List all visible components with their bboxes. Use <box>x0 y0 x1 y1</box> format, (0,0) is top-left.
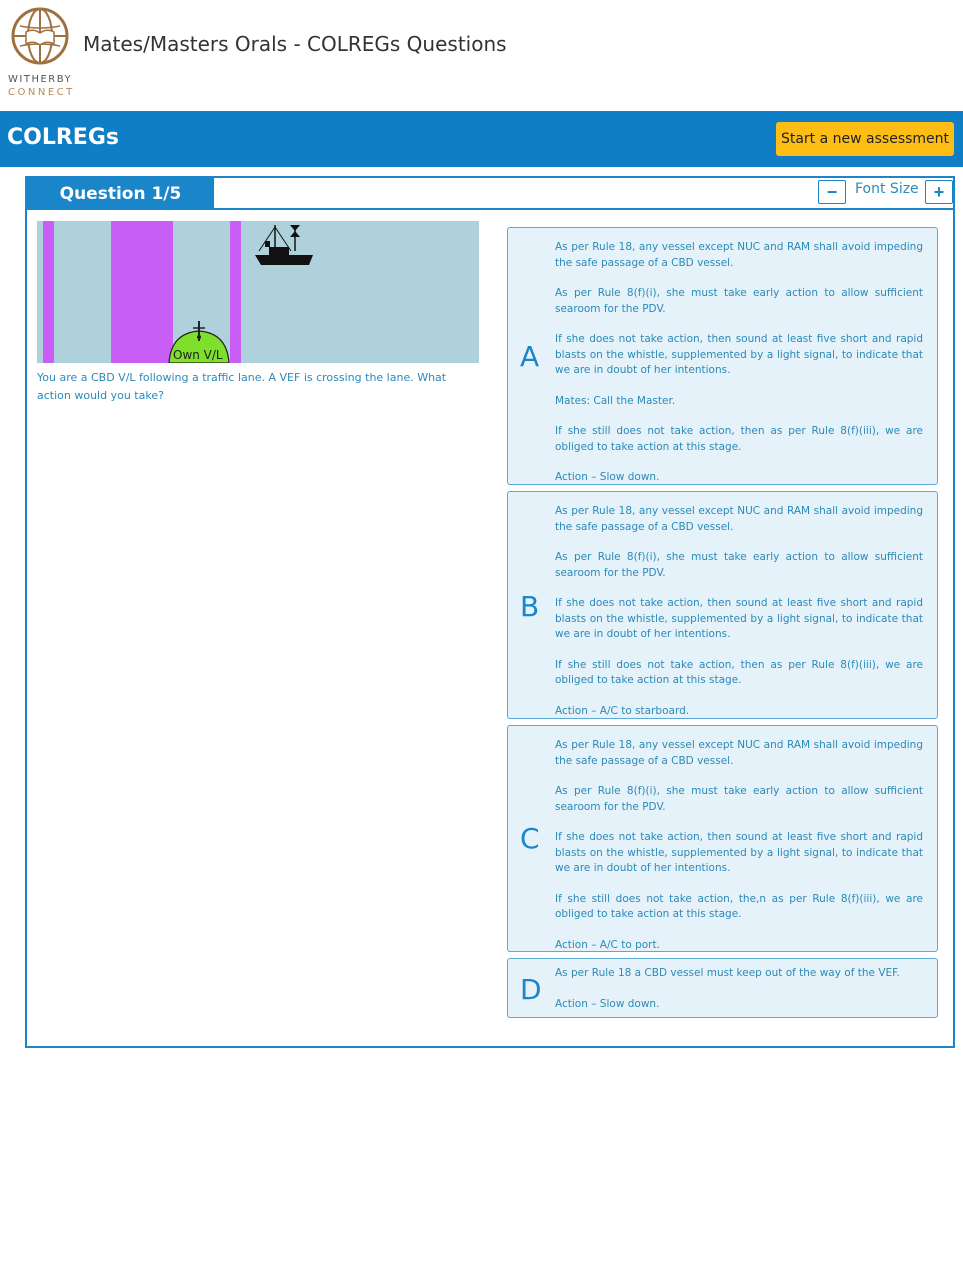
tab-divider <box>214 208 953 210</box>
globe-book-icon <box>10 6 70 68</box>
font-size-increase-button[interactable]: + <box>925 180 953 204</box>
answer-paragraph: If she does not take action, then sound at least five short and rapid blasts on the whistle, supplemented by a light signal, to indicate that we are in doubt of her intentions. <box>555 831 923 874</box>
answer-letter: A <box>520 340 540 373</box>
answer-paragraph: As per Rule 18, any vessel except NUC and RAM shall avoid impeding the safe passage of a CBD vessel. <box>555 739 923 767</box>
answer-paragraph: Action – A/C to port. <box>555 938 660 951</box>
answer-body <box>555 738 923 953</box>
start-new-assessment-button[interactable]: Start a new assessment <box>776 122 954 156</box>
font-size-label: Font Size <box>855 181 919 197</box>
own-vessel-label: Own V/L <box>173 348 223 362</box>
answer-paragraph: Action – A/C to starboard. <box>555 704 690 717</box>
section-title: COLREGs <box>7 125 119 150</box>
answer-paragraph: If she still does not take action, the,n as per Rule 8(f)(iii), we are obliged to take action at this stage. <box>555 892 923 920</box>
answer-paragraph: Action – Slow down. <box>555 997 660 1010</box>
answer-option-b[interactable] <box>507 491 938 719</box>
scenario-illustration <box>37 221 479 363</box>
top-header <box>0 0 963 110</box>
answer-body <box>555 240 923 486</box>
question-tab: Question 1/5 <box>27 178 214 210</box>
answer-paragraph: If she still does not take action, then as per Rule 8(f)(iii), we are obliged to take action at this stage. <box>555 658 923 686</box>
font-size-decrease-button[interactable]: − <box>818 180 846 204</box>
answer-paragraph: As per Rule 18 a CBD vessel must keep out of the way of the VEF. <box>555 967 900 979</box>
fishing-vessel-icon <box>255 225 313 265</box>
answer-paragraph: As per Rule 18, any vessel except NUC and RAM shall avoid impeding the safe passage of a CBD vessel. <box>555 241 923 269</box>
answer-option-a[interactable] <box>507 227 938 485</box>
answer-paragraph: As per Rule 8(f)(i), she must take early action to allow sufficient searoom for the PDV. <box>555 551 923 579</box>
answer-paragraph: As per Rule 18, any vessel except NUC and RAM shall avoid impeding the safe passage of a CBD vessel. <box>555 505 923 533</box>
answer-option-d[interactable] <box>507 958 938 1018</box>
question-text: You are a CBD V/L following a traffic lane. A VEF is crossing the lane. What action would you take? <box>37 371 447 402</box>
answer-body <box>555 966 923 1012</box>
answer-paragraph: As per Rule 8(f)(i), she must take early action to allow sufficient searoom for the PDV. <box>555 785 923 813</box>
answer-paragraph: If she does not take action, then sound at least five short and rapid blasts on the whistle, supplemented by a light signal, to indicate that we are in doubt of her intentions. <box>555 597 923 640</box>
own-vessel-icon <box>169 321 229 363</box>
logo-line2: CONNECT <box>8 87 75 98</box>
answer-letter: C <box>520 822 540 855</box>
answer-option-c[interactable] <box>507 725 938 952</box>
answer-paragraph: If she does not take action, then sound at least five short and rapid blasts on the whistle, supplemented by a light signal, to indicate that we are in doubt of her intentions. <box>555 333 923 376</box>
answer-letter: B <box>520 590 540 623</box>
lane-boundary-right <box>230 221 241 363</box>
answer-body <box>555 504 923 719</box>
answer-letter: D <box>520 973 542 1006</box>
answer-paragraph: Mates: Call the Master. <box>555 394 676 407</box>
answer-paragraph: Action – Slow down. <box>555 471 660 483</box>
witherby-logo[interactable] <box>8 6 75 98</box>
answer-paragraph: As per Rule 8(f)(i), she must take early action to allow sufficient searoom for the PDV. <box>555 287 923 315</box>
app-title: Mates/Masters Orals - COLREGs Questions <box>83 32 507 56</box>
answer-paragraph: If she still does not take action, then as per Rule 8(f)(iii), we are obliged to take action at this stage. <box>555 425 923 453</box>
separation-zone <box>111 221 173 363</box>
logo-line1: WITHERBY <box>8 74 73 85</box>
lane-boundary-left <box>43 221 54 363</box>
